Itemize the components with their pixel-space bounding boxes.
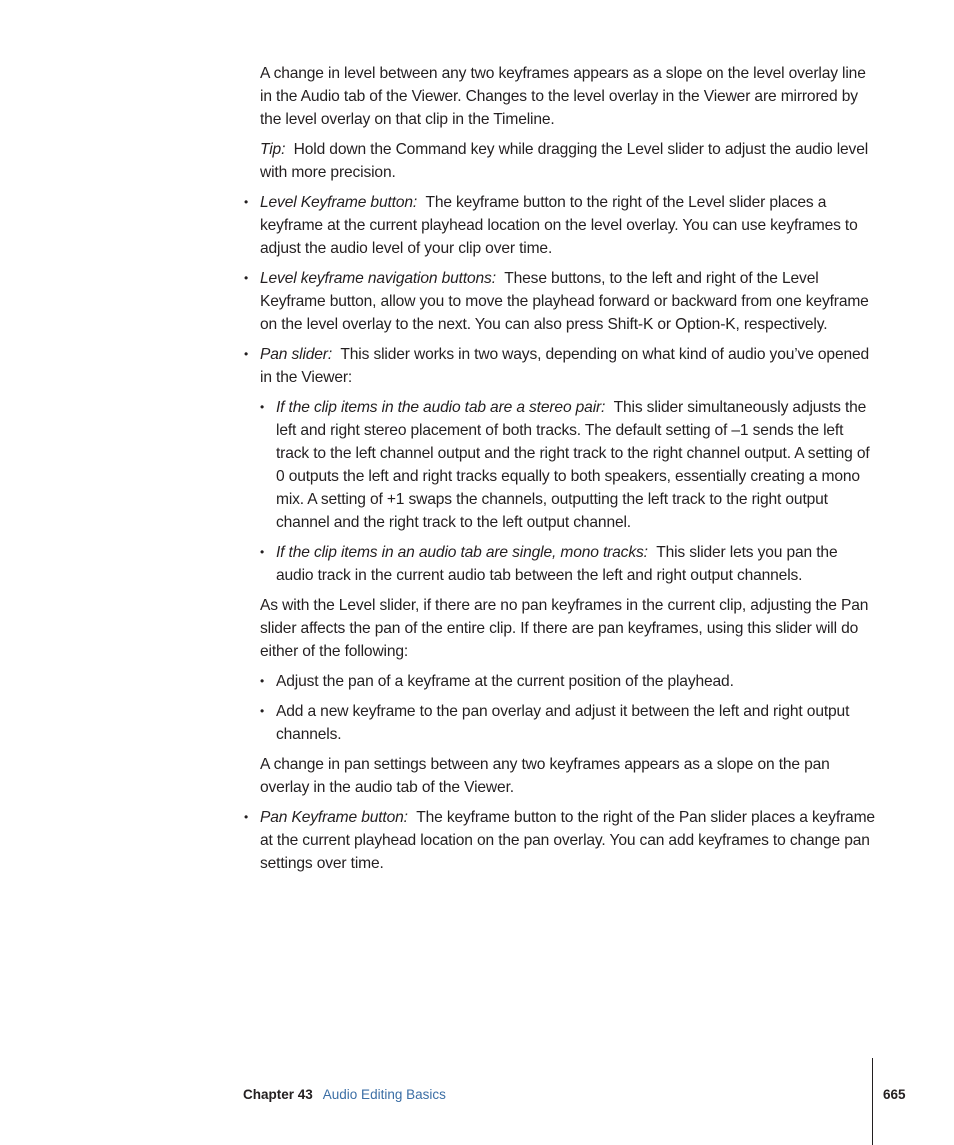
bullet-term: If the clip items in an audio tab are single, mono tracks: [276, 544, 648, 561]
bullet-text: The keyframe button to the right of the Pan slider places a keyframe at the current playhead location on the pan overlay. You can add keyframes to change pan settings over time. [260, 809, 875, 872]
bullet-term: Level Keyframe button: [260, 194, 418, 211]
sub-bullet-adjust-pan: • Adjust the pan of a keyframe at the current position of the playhead. [276, 670, 878, 693]
tip-label: Tip: [260, 141, 286, 158]
bullet-term: Level keyframe navigation buttons: [260, 270, 496, 287]
page-footer [243, 1086, 446, 1104]
page-number: 665 [883, 1087, 906, 1102]
footer-divider [872, 1058, 873, 1145]
chapter-label: Chapter 43 [243, 1087, 313, 1102]
bullet-text: This slider simultaneously adjusts the left and right stereo placement of both tracks. The default setting of –1 sends the left track to the left channel output and the right track to the right channel output. A setting of 0 outputs the left and right tracks equally to both speakers, essentially creating a mono mix. A setting of +1 swaps the channels, outputting the left track to the right output channel and the right track to the left output channel. [276, 399, 870, 531]
bullet-pan-slider [260, 343, 878, 389]
bullet-text: These buttons, to the left and right of the Level Keyframe button, allow you to move the playhead forward or backward from one keyframe on the level overlay to the next. You can also press Shift-K or Option-K, respectively. [260, 270, 869, 333]
paragraph-pan-keyframes: As with the Level slider, if there are no pan keyframes in the current clip, adjusting the Pan slider affects the pan of the entire clip. If there are pan keyframes, using this slider will do either of the following: [260, 597, 869, 660]
bullet-term: Pan slider: [260, 346, 333, 363]
page-body [260, 62, 878, 882]
paragraph-level-slope: A change in level between any two keyframes appears as a slope on the level overlay line in the Audio tab of the Viewer. Changes to the level overlay in the Viewer are mirrored by the level overlay on that clip in the Timeline. [260, 65, 866, 128]
bullet-term: If the clip items in the audio tab are a stereo pair: [276, 399, 606, 416]
bullet-text: This slider works in two ways, depending on what kind of audio you’ve opened in the Viewer: [260, 346, 870, 386]
chapter-title: Audio Editing Basics [322, 1087, 446, 1102]
bullet-text: The keyframe button to the right of the Level slider places a keyframe at the current playhead location on the level overlay. You can use keyframes to adjust the audio level of your clip over time. [260, 194, 858, 257]
bullet-text: This slider lets you pan the audio track in the current audio tab between the left and right output channels. [276, 544, 838, 584]
tip-paragraph [260, 138, 878, 184]
bullet-level-keyframe-button [260, 191, 878, 260]
bullet-term: Pan Keyframe button: [260, 809, 408, 826]
bullet-level-keyframe-navigation [260, 267, 878, 336]
sub-bullet-stereo-pair [276, 396, 878, 534]
sub-bullet-mono-tracks [276, 541, 878, 587]
paragraph-pan-slope: A change in pan settings between any two keyframes appears as a slope on the pan overlay in the audio tab of the Viewer. [260, 756, 830, 796]
tip-text: Hold down the Command key while dragging the Level slider to adjust the audio level with more precision. [260, 141, 869, 181]
bullet-pan-keyframe-button [260, 806, 878, 875]
sub-bullet-add-keyframe: • Add a new keyframe to the pan overlay and adjust it between the left and right output channels. [276, 700, 878, 746]
